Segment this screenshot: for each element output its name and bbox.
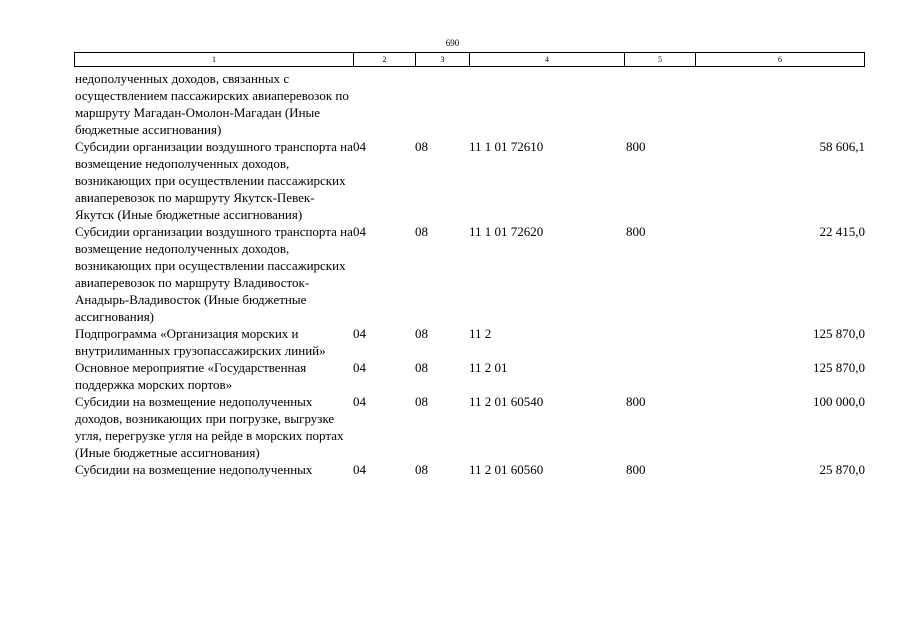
header-col-6: 6 [778,55,782,64]
row-expense-type: 800 [626,394,646,409]
row-subsection: 08 [415,224,428,239]
row-expense-type: 800 [626,139,646,154]
table-row [0,223,905,325]
row-section: 04 [353,462,366,477]
row-amount: 22 415,0 [819,224,865,239]
row-section: 04 [353,139,366,154]
header-col-2: 2 [354,53,416,66]
row-section: 04 [353,326,366,341]
table-row [0,393,905,461]
row-amount: 125 870,0 [813,360,865,375]
header-col-3: 3 [416,53,470,66]
row-amount: 100 000,0 [813,394,865,409]
row-amount: 58 606,1 [819,139,865,154]
row-target-code: 11 1 01 72610 [469,139,544,154]
row-target-code: 11 2 01 [469,360,508,375]
page-number: 690 [445,38,460,48]
row-description: Субсидии на возмещение недополученных доходов, возникающих при погрузке, выгрузке угля, перегрузке угля на рейде в морских портах (Иные бюджетные ассигнования) [75,394,344,460]
row-section: 04 [353,394,366,409]
row-subsection: 08 [415,326,428,341]
row-target-code: 11 1 01 72620 [469,224,544,239]
header-col-5: 5 [625,53,696,66]
row-subsection: 08 [415,360,428,375]
table-row [0,461,905,478]
table-row [0,138,905,223]
table-row [0,325,905,359]
row-description: Субсидии организации воздушного транспорта на возмещение недополученных доходов, возникающих при осуществлении пассажирских авиаперевозок по маршруту Якутск-Певек- Якутск (Иные бюджетные ассигнования) [75,139,353,222]
header-col-1: 1 [75,53,354,66]
row-description: недополученных доходов, связанных с осуществлением пассажирских авиаперевозок по маршруту Магадан-Омолон-Магадан (Иные бюджетные ассигнования) [75,71,349,137]
row-subsection: 08 [415,394,428,409]
row-expense-type: 800 [626,224,646,239]
table-header [74,52,865,67]
row-subsection: 08 [415,139,428,154]
row-target-code: 11 2 [469,326,492,341]
row-description: Субсидии на возмещение недополученных [75,462,313,477]
row-amount: 25 870,0 [819,462,865,477]
table-body [0,70,905,478]
row-description: Подпрограмма «Организация морских и внутрилиманных грузопассажирских линий» [75,326,326,358]
table-row [0,70,905,138]
row-description: Основное мероприятие «Государственная поддержка морских портов» [75,360,307,392]
row-target-code: 11 2 01 60560 [469,462,544,477]
row-target-code: 11 2 01 60540 [469,394,544,409]
header-col-4: 4 [470,53,625,66]
row-expense-type: 800 [626,462,646,477]
row-description: Субсидии организации воздушного транспорта на возмещение недополученных доходов, возникающих при осуществлении пассажирских авиаперевозок по маршруту Владивосток-Анадырь-Владивосток (Иные бюджетные ассигнования) [75,224,353,324]
table-row [0,359,905,393]
row-section: 04 [353,224,366,239]
row-section: 04 [353,360,366,375]
row-subsection: 08 [415,462,428,477]
row-amount: 125 870,0 [813,326,865,341]
